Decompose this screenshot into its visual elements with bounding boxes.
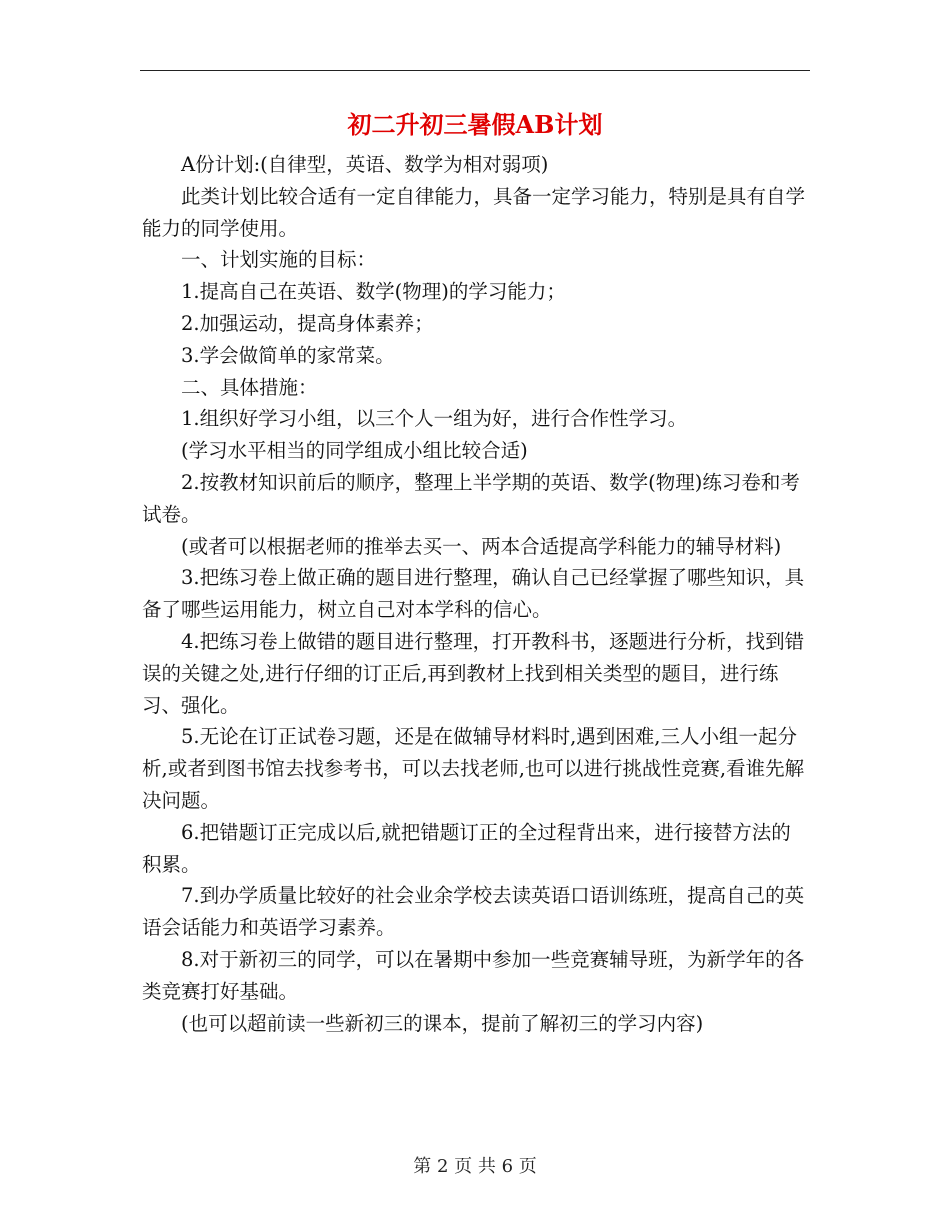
paragraph: (或者可以根据老师的推举去买一、两本合适提高学科能力的辅导材料) <box>181 534 782 558</box>
paragraph: 7.到办学质量比较好的社会业余学校去读英语口语训练班，提高自己的英语会话能力和英语学习素养。 <box>142 884 805 940</box>
paragraph: 二、具体措施： <box>181 375 318 399</box>
paragraph: 8.对于新初三的同学，可以在暑期中参加一些竞赛辅导班，为新学年的各类竞赛打好基础。 <box>142 947 805 1003</box>
document-body <box>142 149 810 1039</box>
paragraph: 此类计划比较合适有一定自律能力，具备一定学习能力，特别是具有自学能力的同学使用。 <box>142 184 806 240</box>
header-rule <box>140 70 810 71</box>
paragraph: 6.把错题订正完成以后,就把错题订正的全过程背出来，进行接替方法的积累。 <box>142 820 791 876</box>
document-title: 初二升初三暑假AB计划 <box>347 110 603 139</box>
paragraph: 一、计划实施的目标： <box>181 248 377 272</box>
paragraph: (也可以超前读一些新初三的课本，提前了解初三的学习内容) <box>181 1011 704 1035</box>
paragraph: 2.加强运动，提高身体素养； <box>181 311 434 335</box>
paragraph: 2.按教材知识前后的顺序，整理上半学期的英语、数学(物理)练习卷和考试卷。 <box>142 470 800 526</box>
paragraph: 4.把练习卷上做错的题目进行整理，打开教科书，逐题进行分析，找到错误的关键之处,进行仔细的订正后,再到教材上找到相关类型的题目，进行练习、强化。 <box>142 629 805 717</box>
paragraph: 3.把练习卷上做正确的题目进行整理，确认自己已经掌握了哪些知识，具备了哪些运用能力，树立自己对本学科的信心。 <box>142 566 805 622</box>
paragraph: (学习水平相当的同学组成小组比较合适) <box>181 439 528 463</box>
paragraph: 1.提高自己在英语、数学(物理)的学习能力； <box>181 280 566 304</box>
paragraph: 1.组织好学习小组，以三个人一组为好，进行合作性学习。 <box>181 407 688 431</box>
paragraph: 5.无论在订正试卷习题，还是在做辅导材料时,遇到困难,三人小组一起分析,或者到图书馆去找参考书，可以去找老师,也可以进行挑战性竞赛,看谁先解决问题。 <box>142 725 805 812</box>
page-footer: 第 2 页 共 6 页 <box>413 1156 537 1177</box>
paragraph: 3.学会做简单的家常菜。 <box>181 343 395 367</box>
paragraph: A份计划:(自律型，英语、数学为相对弱项) <box>181 153 549 176</box>
